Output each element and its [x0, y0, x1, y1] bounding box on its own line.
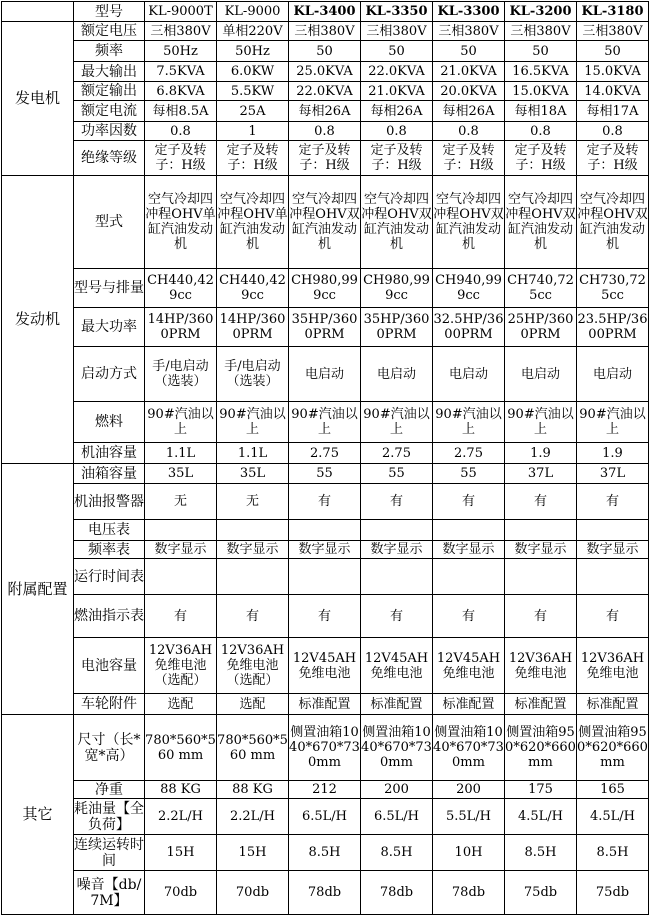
spec-value: 三相380V [433, 22, 505, 41]
spec-value: 55 [361, 464, 433, 484]
model-name: KL-3400 [289, 2, 361, 22]
spec-value: 空气冷却四冲程OHV单缸汽油发动机 [217, 176, 289, 269]
spec-value: 有 [361, 484, 433, 520]
spec-table [1, 1, 649, 915]
spec-value: 21.0KVA [361, 82, 433, 101]
spec-value: 有 [577, 595, 649, 638]
model-name: KL-3180 [577, 2, 649, 22]
spec-value: 空气冷却四冲程OHV双缸汽油发动机 [433, 176, 505, 269]
model-name: KL-3350 [361, 2, 433, 22]
spec-value [145, 520, 217, 541]
row-label: 额定输出 [74, 82, 145, 101]
spec-value: 75db [505, 871, 577, 915]
row-label: 噪音【db/7M】 [74, 871, 145, 915]
row-label: 净重 [74, 781, 145, 799]
spec-value: 选配 [145, 694, 217, 715]
spec-value: 数字显示 [577, 541, 649, 559]
spec-value: 75db [577, 871, 649, 915]
table-row [2, 347, 649, 402]
table-row [2, 464, 649, 484]
spec-value: 175 [505, 781, 577, 799]
spec-value [361, 520, 433, 541]
table-row [2, 638, 649, 694]
spec-value [217, 520, 289, 541]
spec-value: 有 [505, 484, 577, 520]
spec-value: 标准配置 [433, 694, 505, 715]
spec-value: 数字显示 [217, 541, 289, 559]
spec-value: 10H [433, 835, 505, 871]
spec-value: 标准配置 [289, 694, 361, 715]
spec-value: 每相26A [433, 101, 505, 122]
spec-value: 14HP/3600PRM [145, 308, 217, 347]
spec-value [289, 520, 361, 541]
spec-value: 有 [145, 595, 217, 638]
spec-value: 70db [217, 871, 289, 915]
spec-value: 200 [433, 781, 505, 799]
section-name: 其它 [2, 715, 74, 915]
row-label: 型号与排量 [74, 269, 145, 308]
spec-value: 8.5H [289, 835, 361, 871]
spec-value: 手/电启动（选装） [217, 347, 289, 402]
spec-value: 数字显示 [433, 541, 505, 559]
row-label: 机油容量 [74, 443, 145, 464]
spec-value: 0.8 [145, 122, 217, 141]
spec-value: 14.0KVA [577, 82, 649, 101]
section-name: 发电机 [2, 22, 74, 176]
spec-value: 35L [145, 464, 217, 484]
spec-value: 电启动 [433, 347, 505, 402]
table-row [2, 595, 649, 638]
spec-value: 0.8 [361, 122, 433, 141]
spec-value: 35L [217, 464, 289, 484]
spec-value [361, 559, 433, 595]
spec-value: 78db [433, 871, 505, 915]
table-row [2, 308, 649, 347]
spec-value: 8.5H [577, 835, 649, 871]
spec-value: 有 [289, 484, 361, 520]
spec-value: 15.0KVA [577, 62, 649, 82]
spec-value: 空气冷却四冲程OHV双缸汽油发动机 [361, 176, 433, 269]
spec-value: 单相220V [217, 22, 289, 41]
spec-value: 有 [361, 595, 433, 638]
spec-value: 8.5H [361, 835, 433, 871]
spec-value: CH740,725cc [505, 269, 577, 308]
spec-value: 有 [217, 595, 289, 638]
spec-value: 4.5L/H [505, 799, 577, 835]
table-row [2, 520, 649, 541]
spec-value: 电启动 [289, 347, 361, 402]
spec-value: 6.8KVA [145, 82, 217, 101]
spec-value: 空气冷却四冲程OHV双缸汽油发动机 [505, 176, 577, 269]
spec-value: 14HP/3600PRM [217, 308, 289, 347]
spec-value: 数字显示 [505, 541, 577, 559]
spec-value: 电启动 [505, 347, 577, 402]
spec-value: 每相26A [289, 101, 361, 122]
spec-value: 有 [505, 595, 577, 638]
row-label: 油箱容量 [74, 464, 145, 484]
spec-value: 78db [289, 871, 361, 915]
spec-value: 90#汽油以上 [361, 402, 433, 443]
spec-value: 50Hz [145, 41, 217, 62]
spec-value: 1.9 [505, 443, 577, 464]
spec-value: 12V45AH免维电池 [433, 638, 505, 694]
table-row [2, 871, 649, 915]
spec-value: 90#汽油以上 [505, 402, 577, 443]
spec-value: 三相380V [145, 22, 217, 41]
spec-value: 每相26A [361, 101, 433, 122]
spec-value: 23.5HP/3600PRM [577, 308, 649, 347]
spec-value: 侧置油箱1040*670*730mm [361, 715, 433, 781]
spec-value: 7.5KVA [145, 62, 217, 82]
table-row [2, 715, 649, 781]
spec-value: 165 [577, 781, 649, 799]
spec-value: CH440,429cc [145, 269, 217, 308]
row-label: 电压表 [74, 520, 145, 541]
spec-value: 电启动 [361, 347, 433, 402]
spec-value: 1.1L [217, 443, 289, 464]
spec-value: 1 [217, 122, 289, 141]
spec-value: 2.2L/H [217, 799, 289, 835]
spec-value [433, 520, 505, 541]
model-name: KL-9000 [217, 2, 289, 22]
spec-value: 0.8 [289, 122, 361, 141]
spec-value: 三相380V [361, 22, 433, 41]
table-row [2, 62, 649, 82]
spec-value: 88 KG [145, 781, 217, 799]
row-label: 机油报警器 [74, 484, 145, 520]
row-label: 额定电流 [74, 101, 145, 122]
spec-value: CH440,429cc [217, 269, 289, 308]
spec-value: 0.8 [505, 122, 577, 141]
spec-value: 25A [217, 101, 289, 122]
spec-value [505, 559, 577, 595]
spec-value: 50 [433, 41, 505, 62]
spec-value: 12V36AH免维电池（选配） [145, 638, 217, 694]
spec-value: 16.5KVA [505, 62, 577, 82]
table-row [2, 402, 649, 443]
spec-value: 选配 [217, 694, 289, 715]
spec-value: 55 [433, 464, 505, 484]
spec-value: 定子及转子：H级 [289, 141, 361, 176]
table-row [2, 443, 649, 464]
table-row [2, 176, 649, 269]
spec-value: 定子及转子：H级 [505, 141, 577, 176]
spec-value: 25.0KVA [289, 62, 361, 82]
row-label: 车轮附件 [74, 694, 145, 715]
spec-value: 电启动 [577, 347, 649, 402]
spec-value: 标准配置 [505, 694, 577, 715]
row-label: 绝缘等级 [74, 141, 145, 176]
spec-value: 21.0KVA [433, 62, 505, 82]
spec-value: 200 [361, 781, 433, 799]
spec-value: 15.0KVA [505, 82, 577, 101]
spec-value: 22.0KVA [289, 82, 361, 101]
spec-value: 37L [577, 464, 649, 484]
model-name: KL-3200 [505, 2, 577, 22]
spec-value: 2.75 [361, 443, 433, 464]
spec-value: 25HP/3600PRM [505, 308, 577, 347]
spec-value: 50 [289, 41, 361, 62]
spec-value: 数字显示 [289, 541, 361, 559]
table-row [2, 82, 649, 101]
spec-value: 2.75 [433, 443, 505, 464]
spec-value: CH730,725cc [577, 269, 649, 308]
spec-value: 数字显示 [361, 541, 433, 559]
spec-value: 三相380V [289, 22, 361, 41]
spec-value: 有 [433, 484, 505, 520]
spec-value [145, 559, 217, 595]
spec-value: 50 [577, 41, 649, 62]
corner-cell [2, 2, 74, 22]
spec-value: 空气冷却四冲程OHV单缸汽油发动机 [145, 176, 217, 269]
spec-value: 37L [505, 464, 577, 484]
spec-value: 每相17A [577, 101, 649, 122]
spec-value [217, 559, 289, 595]
spec-value [289, 559, 361, 595]
spec-value: 6.5L/H [361, 799, 433, 835]
section-name: 附属配置 [2, 464, 74, 715]
table-row [2, 484, 649, 520]
spec-value: 780*560*560 mm [145, 715, 217, 781]
spec-value: 无 [145, 484, 217, 520]
spec-value: 90#汽油以上 [217, 402, 289, 443]
spec-value: 0.8 [577, 122, 649, 141]
spec-value: 35HP/3600PRM [289, 308, 361, 347]
spec-value: CH980,999cc [289, 269, 361, 308]
spec-value: 5.5KW [217, 82, 289, 101]
spec-value: 2.2L/H [145, 799, 217, 835]
spec-value: 数字显示 [145, 541, 217, 559]
spec-value: 侧置油箱950*620*660mm [505, 715, 577, 781]
table-row [2, 781, 649, 799]
spec-value: 手/电启动（选装） [145, 347, 217, 402]
spec-value: 无 [217, 484, 289, 520]
table-row [2, 541, 649, 559]
spec-value: 20.0KVA [433, 82, 505, 101]
row-label: 启动方式 [74, 347, 145, 402]
spec-value: 空气冷却四冲程OHV双缸汽油发动机 [577, 176, 649, 269]
header-label: 型号 [74, 2, 145, 22]
spec-value: 12V45AH免维电池 [361, 638, 433, 694]
model-name: KL-3300 [433, 2, 505, 22]
row-label: 型式 [74, 176, 145, 269]
spec-value: 每相8.5A [145, 101, 217, 122]
spec-value: 50 [505, 41, 577, 62]
spec-value: 三相380V [505, 22, 577, 41]
spec-value: 4.5L/H [577, 799, 649, 835]
row-label: 频率表 [74, 541, 145, 559]
row-label: 电池容量 [74, 638, 145, 694]
spec-value: 12V36AH免维电池 [505, 638, 577, 694]
spec-value: 90#汽油以上 [433, 402, 505, 443]
spec-value: 定子及转子：H级 [361, 141, 433, 176]
spec-value: 90#汽油以上 [289, 402, 361, 443]
row-label: 燃料 [74, 402, 145, 443]
spec-value: 定子及转子：H级 [577, 141, 649, 176]
row-label: 额定电压 [74, 22, 145, 41]
spec-value: 780*560*560 mm [217, 715, 289, 781]
spec-value: CH940,999cc [433, 269, 505, 308]
table-row [2, 101, 649, 122]
spec-value: 侧置油箱950*620*660mm [577, 715, 649, 781]
table-row [2, 559, 649, 595]
table-row [2, 141, 649, 176]
row-label: 燃油指示表 [74, 595, 145, 638]
spec-value: 5.5L/H [433, 799, 505, 835]
spec-value: 32.5HP/3600PRM [433, 308, 505, 347]
row-label: 运行时间表 [74, 559, 145, 595]
spec-value [433, 559, 505, 595]
spec-value: 22.0KVA [361, 62, 433, 82]
spec-value: 2.75 [289, 443, 361, 464]
model-name: KL-9000T [145, 2, 217, 22]
spec-value: 50 [361, 41, 433, 62]
spec-value: 定子及转子：H级 [433, 141, 505, 176]
header-row [2, 2, 649, 22]
spec-value: 8.5H [505, 835, 577, 871]
row-label: 最大功率 [74, 308, 145, 347]
spec-value: 12V36AH免维电池 [577, 638, 649, 694]
spec-value [577, 559, 649, 595]
spec-value: CH980,999cc [361, 269, 433, 308]
spec-value: 15H [217, 835, 289, 871]
spec-value [577, 520, 649, 541]
spec-value: 55 [289, 464, 361, 484]
row-label: 连续运转时间 [74, 836, 144, 869]
spec-value: 15H [145, 835, 217, 871]
table-row [2, 694, 649, 715]
spec-value: 212 [289, 781, 361, 799]
spec-value: 空气冷却四冲程OHV双缸汽油发动机 [289, 176, 361, 269]
spec-value: 定子及转子：H级 [145, 141, 217, 176]
table-row [2, 799, 649, 835]
spec-value: 88 KG [217, 781, 289, 799]
spec-value: 78db [361, 871, 433, 915]
row-label: 耗油量【全负荷】 [74, 800, 144, 833]
spec-value: 1.9 [577, 443, 649, 464]
spec-value: 定子及转子：H级 [217, 141, 289, 176]
spec-value [505, 520, 577, 541]
spec-value: 6.5L/H [289, 799, 361, 835]
spec-value: 每相18A [505, 101, 577, 122]
spec-value: 有 [289, 595, 361, 638]
table-row [2, 22, 649, 41]
table-row [2, 122, 649, 141]
spec-value: 90#汽油以上 [577, 402, 649, 443]
spec-value: 三相380V [577, 22, 649, 41]
spec-value: 50Hz [217, 41, 289, 62]
spec-value: 有 [433, 595, 505, 638]
spec-value: 0.8 [433, 122, 505, 141]
spec-value: 6.0KW [217, 62, 289, 82]
spec-value: 标准配置 [361, 694, 433, 715]
section-name: 发动机 [2, 176, 74, 464]
spec-value: 12V36AH免维电池（选配） [217, 638, 289, 694]
row-label: 功率因数 [74, 122, 145, 141]
row-label: 最大输出 [74, 62, 145, 82]
spec-value: 12V45AH免维电池 [289, 638, 361, 694]
table-row [2, 41, 649, 62]
spec-value: 侧置油箱1040*670*730mm [433, 715, 505, 781]
spec-value: 90#汽油以上 [145, 402, 217, 443]
row-label: 频率 [74, 41, 145, 62]
spec-value: 有 [577, 484, 649, 520]
spec-value: 35HP/3600PRM [361, 308, 433, 347]
spec-value: 1.1L [145, 443, 217, 464]
row-label: 尺寸（长*宽*高） [74, 715, 145, 781]
spec-value: 侧置油箱1040*670*730mm [289, 715, 361, 781]
table-row [2, 269, 649, 308]
spec-value: 70db [145, 871, 217, 915]
spec-value: 标准配置 [577, 694, 649, 715]
table-row [2, 835, 649, 871]
